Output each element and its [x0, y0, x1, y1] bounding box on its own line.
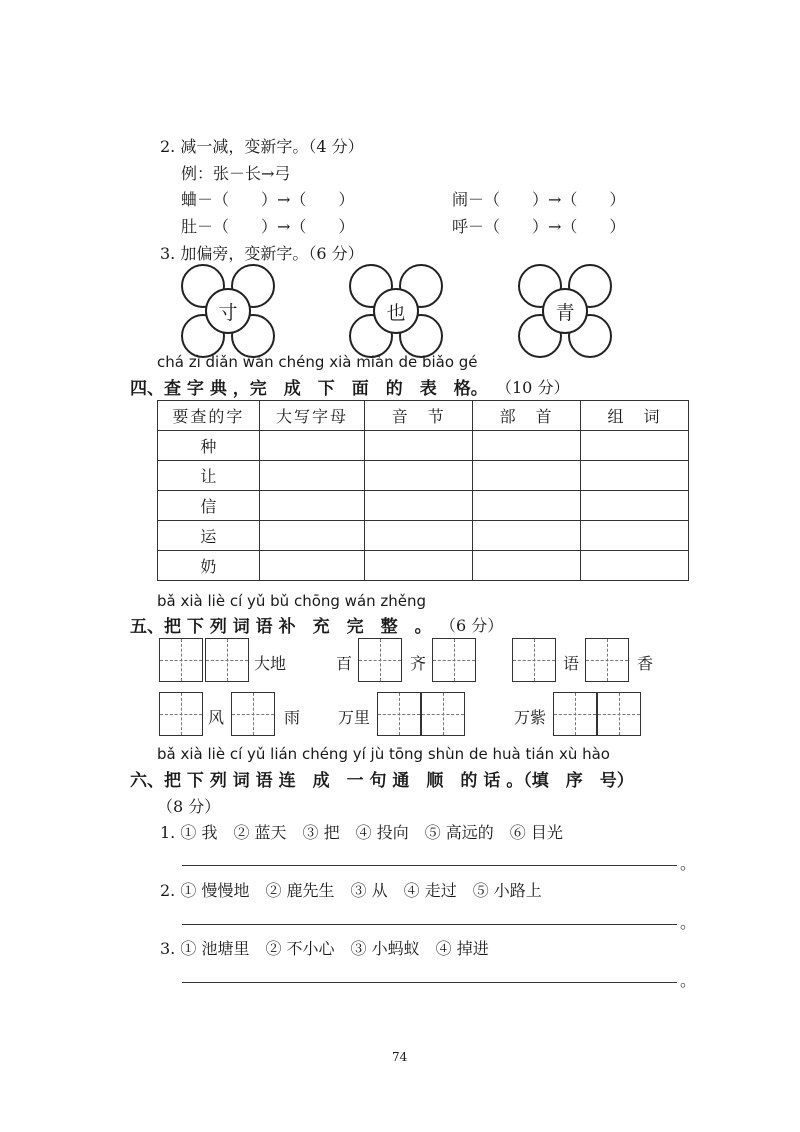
writing-box[interactable]: [159, 638, 203, 682]
answer-cell[interactable]: [581, 431, 689, 461]
answer-cell[interactable]: [259, 551, 365, 581]
writing-box[interactable]: [597, 692, 641, 736]
answer-cell[interactable]: [581, 491, 689, 521]
writing-box[interactable]: [585, 638, 629, 682]
answer-cell[interactable]: [473, 521, 581, 551]
flower-center-char: 青: [542, 288, 588, 334]
table-header: 部 首: [473, 401, 581, 431]
idiom-text: 风: [208, 708, 225, 727]
table-row: [158, 461, 689, 491]
idiom-text: 万紫: [514, 708, 547, 727]
writing-box[interactable]: [159, 692, 203, 736]
flower-2: [349, 264, 443, 358]
answer-cell[interactable]: [259, 521, 365, 551]
flower-center-char: 也: [373, 288, 419, 334]
s6-title: 六、把 下 列 词 语 连 成 一 句 通 顺 的 话 。（填 序 号）: [130, 771, 634, 791]
answer-cell[interactable]: [581, 461, 689, 491]
writing-box[interactable]: [205, 638, 249, 682]
s6-score: （8 分）: [157, 797, 221, 816]
answer-cell[interactable]: [259, 461, 365, 491]
s4-score: （10 分）: [496, 378, 570, 397]
answer-cell[interactable]: [473, 461, 581, 491]
table-header: 要查的字: [158, 401, 260, 431]
answer-line[interactable]: [182, 982, 677, 983]
writing-box[interactable]: [512, 638, 556, 682]
table-row: [158, 551, 689, 581]
writing-box[interactable]: [358, 638, 402, 682]
idiom-text: 语: [563, 654, 580, 673]
q2-item: 蛐－（ ）→（ ）: [181, 190, 355, 209]
q3-title: 3. 加偏旁，变新字。（6 分）: [160, 244, 364, 263]
answer-cell[interactable]: [259, 491, 365, 521]
period: 。: [680, 971, 697, 990]
q2-item: 肚－（ ）→（ ）: [181, 217, 355, 236]
s5-score: （6 分）: [440, 616, 504, 635]
answer-cell[interactable]: [473, 551, 581, 581]
table-row: [158, 431, 689, 461]
answer-line[interactable]: [182, 924, 677, 925]
answer-cell[interactable]: [365, 431, 473, 461]
table-row: [158, 521, 689, 551]
idiom-text: 雨: [284, 708, 301, 727]
q2-item: 呼－（ ）→（ ）: [452, 217, 626, 236]
table-char: 种: [158, 431, 260, 461]
answer-cell[interactable]: [581, 521, 689, 551]
period: 。: [680, 913, 697, 932]
idiom-text: 香: [637, 654, 654, 673]
s6-item: 2. ① 慢慢地 ② 鹿先生 ③ 从 ④ 走过 ⑤ 小路上: [160, 881, 542, 900]
table-char: 信: [158, 491, 260, 521]
dictionary-table: [157, 400, 689, 581]
answer-cell[interactable]: [473, 491, 581, 521]
answer-cell[interactable]: [365, 461, 473, 491]
answer-cell[interactable]: [365, 551, 473, 581]
writing-box[interactable]: [231, 692, 275, 736]
table-row: [158, 491, 689, 521]
idiom-text: 百: [336, 654, 353, 673]
period: 。: [680, 854, 697, 873]
table-header: 音 节: [365, 401, 473, 431]
s4-title: 四、查 字 典 ，完 成 下 面 的 表 格。: [130, 379, 488, 399]
table-char: 奶: [158, 551, 260, 581]
page-number: 74: [392, 1050, 408, 1064]
q2-title: 2. 减一减，变新字。（4 分）: [160, 137, 364, 156]
writing-box[interactable]: [421, 692, 465, 736]
writing-box[interactable]: [377, 692, 421, 736]
flower-3: [518, 264, 612, 358]
idiom-text: 大地: [254, 654, 287, 673]
s6-item: 3. ① 池塘里 ② 不小心 ③ 小蚂蚁 ④ 掉进: [160, 939, 489, 958]
answer-cell[interactable]: [473, 431, 581, 461]
writing-box[interactable]: [553, 692, 597, 736]
answer-line[interactable]: [182, 865, 677, 866]
idiom-text: 万里: [338, 708, 371, 727]
s5-title: 五、把 下 列 词 语 补 充 完 整 。: [130, 617, 432, 637]
table-char: 运: [158, 521, 260, 551]
q2-item: 闹－（ ）→（ ）: [452, 190, 626, 209]
answer-cell[interactable]: [365, 491, 473, 521]
q2-example: 例：张－长→弓: [181, 164, 291, 183]
answer-cell[interactable]: [581, 551, 689, 581]
table-header: 大写字母: [259, 401, 365, 431]
answer-cell[interactable]: [365, 521, 473, 551]
s6-item: 1. ① 我 ② 蓝天 ③ 把 ④ 投向 ⑤ 高远的 ⑥ 目光: [160, 823, 563, 842]
s5-pinyin: bǎ xià liè cí yǔ bǔ chōng wán zhěng: [157, 592, 427, 610]
s4-pinyin: chá zì diǎn wán chéng xià miàn de biǎo gé: [157, 353, 478, 371]
flower-1: [181, 264, 275, 358]
table-header: 组 词: [581, 401, 689, 431]
writing-box[interactable]: [432, 638, 476, 682]
idiom-text: 齐: [410, 654, 427, 673]
answer-cell[interactable]: [259, 431, 365, 461]
s6-pinyin: bǎ xià liè cí yǔ lián chéng yí jù tōng shùn de huà tián xù hào: [157, 745, 610, 763]
flower-center-char: 寸: [205, 288, 251, 334]
table-char: 让: [158, 461, 260, 491]
